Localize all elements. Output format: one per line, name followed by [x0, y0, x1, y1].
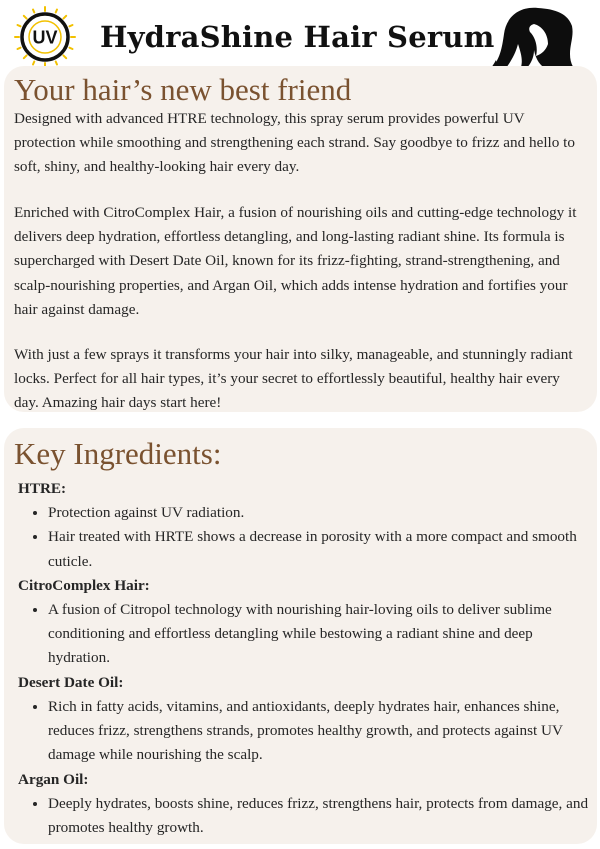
ingredient-bullets	[18, 695, 590, 768]
ingredient-name: CitroComplex Hair:	[18, 576, 150, 594]
ingredient-bullet: • A fusion of Citropol technology with nourishing hair-loving oils to deliver sublime conditioning and effortless detangling while bestowing a radiant shine and deep hydration.	[48, 598, 590, 671]
intro-heading: Your hair’s new best friend	[14, 72, 352, 107]
ingredient-bullet: • Hair treated with HRTE shows a decrease in porosity with a more compact and smooth cuticle.	[48, 525, 590, 574]
intro-paragraph: Designed with advanced HTRE technology, this spray serum provides powerful UV protection while smoothing and strengthening each strand. Say goodbye to frizz and hello to soft, shiny, and healthy-looking hair every day.	[14, 110, 575, 176]
ingredient-bullets	[18, 792, 590, 841]
intro-paragraph: With just a few sprays it transforms your hair into silky, manageable, and stunningly radiant locks. Perfect for all hair types, it’s your secret to effortlessly beautiful, healthy hair every day. Amazing hair days start here!	[14, 346, 573, 412]
page-title: HydraShine Hair Serum	[100, 20, 495, 54]
ingredient-bullet: • Deeply hydrates, boosts shine, reduces frizz, strengthens hair, protects from damage, and promotes healthy growth.	[48, 792, 590, 841]
ingredient-name: Desert Date Oil:	[18, 673, 124, 691]
ingredient-bullet: • Rich in fatty acids, vitamins, and antioxidants, deeply hydrates hair, enhances shine, reduces frizz, strengthens strands, promotes healthy growth, and protects against UV damage while nourishing the scalp.	[48, 695, 590, 768]
ingredient-bullets	[18, 501, 590, 574]
ingredient-bullet: • Protection against UV radiation.	[48, 501, 590, 525]
ingredient-name: Argan Oil:	[18, 770, 89, 788]
ingredients-list	[18, 477, 590, 840]
logo-text: UV	[32, 27, 58, 48]
intro-paragraph: Enriched with CitroComplex Hair, a fusion of nourishing oils and cutting-edge technology it delivers deep hydration, effortless detangling, and long-lasting radiant shine. Its formula is supercharged with Desert Date Oil, known for its frizz-fighting, strand-strengthening, and scalp-nourishing properties, and Argan Oil, which adds intense hydration and fortifies your hair against damage.	[14, 204, 577, 318]
uv-sun-icon	[14, 6, 76, 68]
ingredient-bullets	[18, 598, 590, 671]
ingredients-heading: Key Ingredients:	[14, 436, 222, 471]
ingredient-name: HTRE:	[18, 480, 67, 497]
